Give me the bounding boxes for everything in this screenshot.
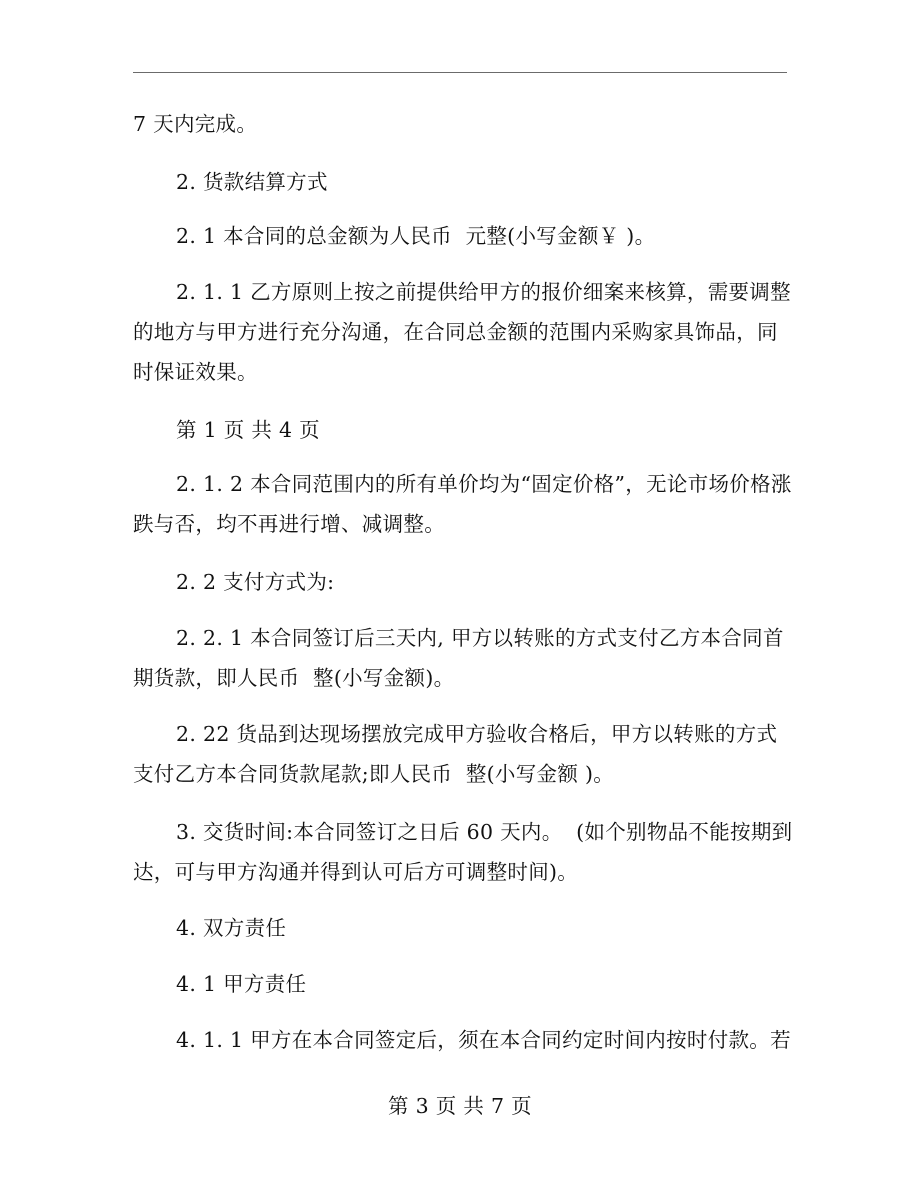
- clause-4-1-1: 4. 1. 1 甲方在本合同签定后，须在本合同约定时间内按时付款。若: [176, 1028, 791, 1052]
- clause-3-delivery-time: 3. 交货时间:本合同签订之日后 60 天内。 (如个别物品不能按期到达，可与甲方沟通并得到认可后方可调整时间)。: [133, 820, 793, 884]
- clause-2-2-1: 2. 2. 1 本合同签订后三天内, 甲方以转账的方式支付乙方本合同首期货款，即人民币 整(小写金额)。: [133, 626, 784, 690]
- clause-2-1: 2. 1 本合同的总金额为人民币 元整(小写金额￥ )。: [176, 224, 656, 248]
- header-rule: [133, 72, 787, 73]
- paragraph-continuation: 7 天内完成。: [133, 112, 258, 136]
- clause-2-1-1: 2. 1. 1 乙方原则上按之前提供给甲方的报价细案来核算，需要调整的地方与甲方进行充分沟通，在合同总金额的范围内采购家具饰品，同时保证效果。: [133, 280, 791, 384]
- clause-4-1: 4. 1 甲方责任: [176, 972, 307, 996]
- inner-page-number: 第 1 页 共 4 页: [176, 418, 320, 442]
- clause-2-22: 2. 22 货品到达现场摆放完成甲方验收合格后，甲方以转账的方式支付乙方本合同货款尾款;即人民币 整(小写金额 )。: [133, 722, 778, 786]
- section-heading-responsibilities: 4. 双方责任: [176, 916, 287, 940]
- clause-2-2: 2. 2 支付方式为:: [176, 570, 335, 594]
- clause-2-1-2: 2. 1. 2 本合同范围内的所有单价均为“固定价格”，无论市场价格涨跌与否，均不再进行增、减调整。: [133, 472, 792, 536]
- page-footer-number: 第 3 页 共 7 页: [388, 1094, 532, 1118]
- section-heading-payment-settlement: 2. 货款结算方式: [176, 170, 328, 194]
